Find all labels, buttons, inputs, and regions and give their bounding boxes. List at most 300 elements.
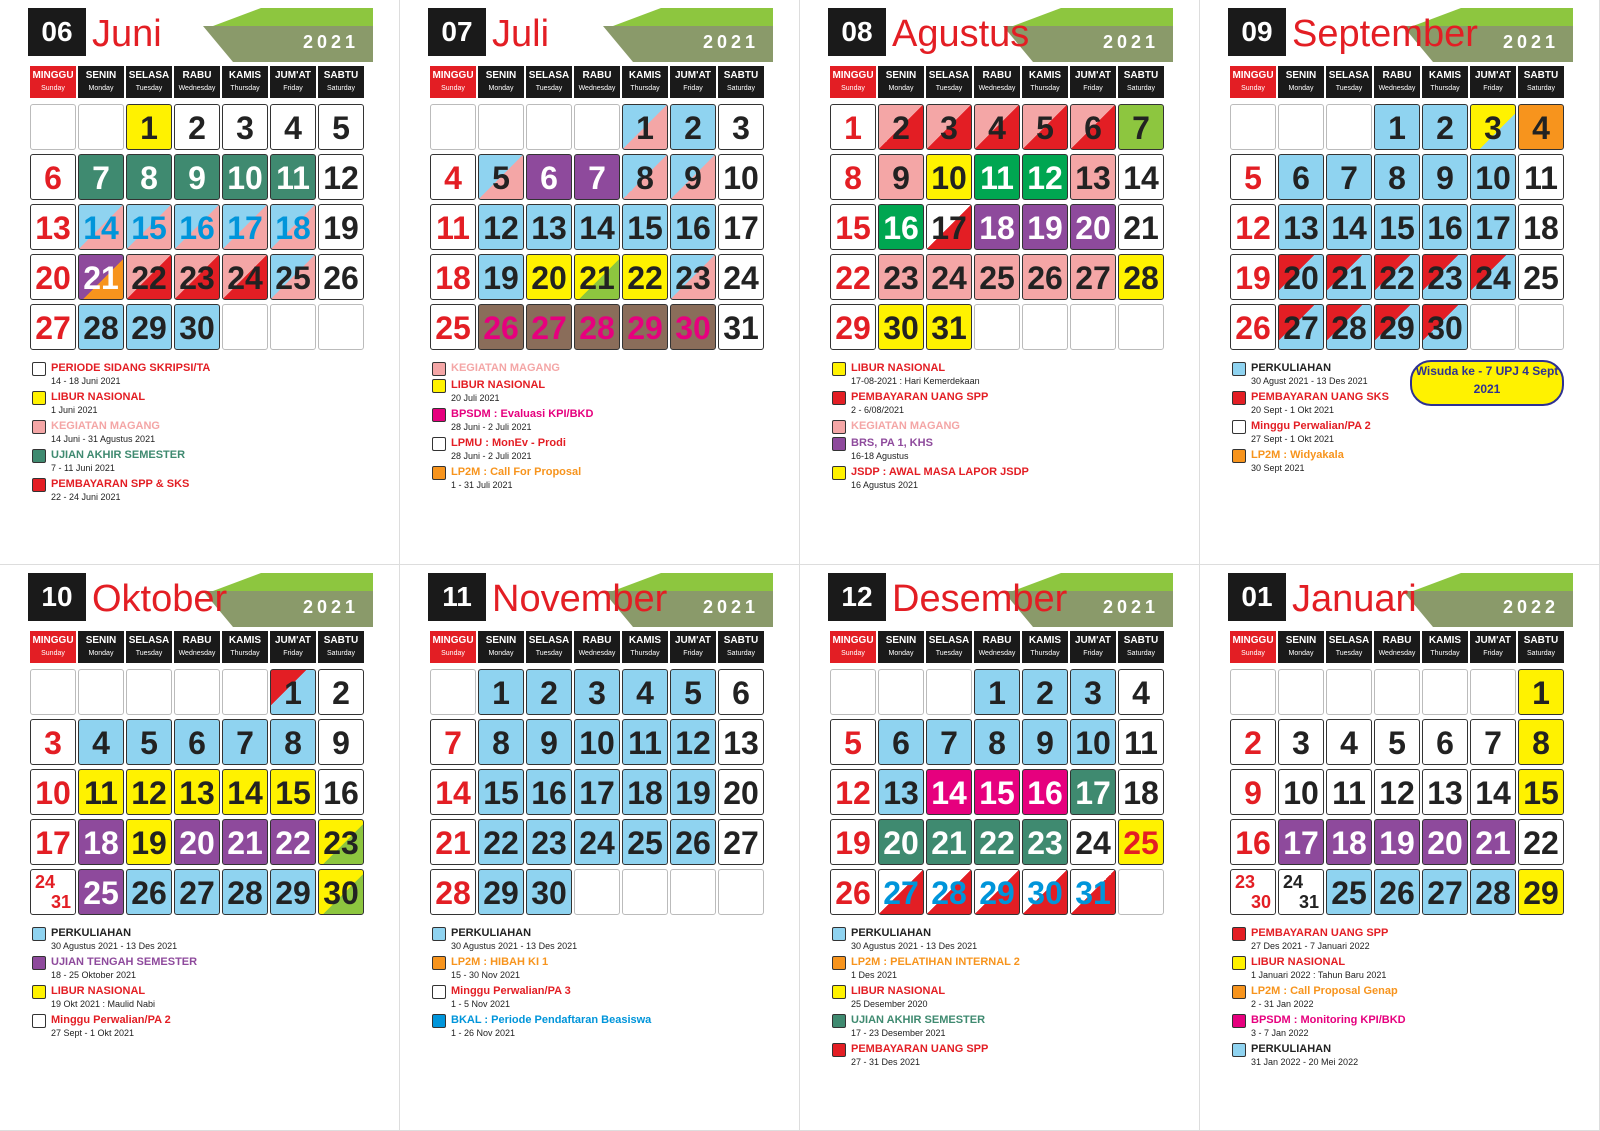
day-cell[interactable]: 5 (126, 719, 172, 765)
day-cell[interactable]: 26 (1374, 869, 1420, 915)
empty-day-cell (1470, 304, 1516, 350)
day-cell[interactable]: 15 (622, 204, 668, 250)
day-cell[interactable]: 12 (1374, 769, 1420, 815)
day-cell[interactable]: 6 (174, 719, 220, 765)
day-cell[interactable]: 16 (1422, 204, 1468, 250)
day-cell[interactable]: 31 (926, 304, 972, 350)
day-cell[interactable]: 28 (1326, 304, 1372, 350)
legend-text: BKAL : Periode Pendaftaran Beasiswa 1 - 26 Nov 2021 (451, 1014, 652, 1038)
day-cell[interactable]: 10 (926, 154, 972, 200)
day-cell[interactable]: 15 (478, 769, 524, 815)
day-cell[interactable]: 8 (1518, 719, 1564, 765)
day-cell[interactable]: 3 (574, 669, 620, 715)
day-cell[interactable]: 17 (926, 204, 972, 250)
legend-swatch (832, 927, 846, 941)
day-cell[interactable]: 11 (974, 154, 1020, 200)
day-cell[interactable]: 21 (222, 819, 268, 865)
legend-text: KEGIATAN MAGANG 14 Juni - 31 Agustus 2021 (51, 420, 160, 444)
day-cell[interactable]: 9 (878, 154, 924, 200)
day-cell[interactable]: 20 (718, 769, 764, 815)
day-cell[interactable]: 1 (1518, 669, 1564, 715)
weekday-english: Wednesday (578, 650, 616, 657)
day-cell[interactable]: 28 (78, 304, 124, 350)
legend-text: LPMU : MonEv - Prodi 28 Juni - 2 Juli 2021 (451, 437, 566, 461)
day-cell[interactable]: 21 (1326, 254, 1372, 300)
day-cell[interactable]: 5 (1022, 104, 1068, 150)
day-cell[interactable]: 21 (1470, 819, 1516, 865)
day-cell[interactable]: 28 (430, 869, 476, 915)
day-cell[interactable]: 14 (1118, 154, 1164, 200)
day-cell[interactable]: 8 (830, 154, 876, 200)
day-cell[interactable]: 20 (1278, 254, 1324, 300)
legend-item (832, 437, 1172, 463)
day-cell[interactable]: 23 (526, 819, 572, 865)
day-cell[interactable]: 26 (830, 869, 876, 915)
day-cell[interactable]: 23 30 (1230, 869, 1276, 915)
weekday-english: Monday (88, 85, 114, 92)
day-cell[interactable]: 26 (318, 254, 364, 300)
weekday-english: Tuesday (935, 650, 963, 657)
day-cell[interactable]: 23 (878, 254, 924, 300)
weekday-english: Tuesday (135, 650, 163, 657)
day-cell[interactable]: 1 (126, 104, 172, 150)
day-cell[interactable]: 29 (1374, 304, 1420, 350)
day-cell[interactable]: 17 (1070, 769, 1116, 815)
day-cell[interactable]: 10 (30, 769, 76, 815)
day-cell[interactable]: 13 (526, 204, 572, 250)
weekday-english: Friday (283, 85, 303, 92)
day-cell[interactable]: 30 (174, 304, 220, 350)
weekday-english: Saturday (1526, 650, 1556, 657)
empty-day-cell (478, 104, 524, 150)
day-cell[interactable]: 5 (830, 719, 876, 765)
month-header (1228, 8, 1573, 64)
day-cell[interactable]: 16 (174, 204, 220, 250)
day-cell[interactable]: 25 (1326, 869, 1372, 915)
day-cell[interactable]: 31 (718, 304, 764, 350)
day-cell[interactable]: 2 (1422, 104, 1468, 150)
legend-swatch (1232, 927, 1246, 941)
day-cell[interactable]: 12 (126, 769, 172, 815)
day-cell[interactable]: 13 (878, 769, 924, 815)
day-cell[interactable]: 22 (974, 819, 1020, 865)
weekday-english: Saturday (326, 650, 356, 657)
day-cell[interactable]: 1 (1374, 104, 1420, 150)
day-cell[interactable]: 3 (926, 104, 972, 150)
day-cell[interactable]: 26 (478, 304, 524, 350)
day-cell[interactable]: 7 (222, 719, 268, 765)
weekday-label: SENIN Monday (1278, 66, 1324, 98)
day-cell[interactable]: 11 (1518, 154, 1564, 200)
day-cell[interactable]: 27 (526, 304, 572, 350)
empty-day-cell (270, 304, 316, 350)
day-cell[interactable]: 11 (622, 719, 668, 765)
day-cell[interactable]: 6 (526, 154, 572, 200)
day-cell[interactable]: 16 (670, 204, 716, 250)
empty-day-cell (670, 869, 716, 915)
day-cell[interactable]: 5 (318, 104, 364, 150)
day-cell[interactable]: 11 (1118, 719, 1164, 765)
day-cell[interactable]: 20 (526, 254, 572, 300)
day-cell[interactable]: 28 (1118, 254, 1164, 300)
day-cell[interactable]: 2 (526, 669, 572, 715)
day-cell[interactable]: 18 (622, 769, 668, 815)
day-cell[interactable]: 20 (1070, 204, 1116, 250)
month-number: 12 (828, 573, 886, 621)
empty-day-cell (430, 104, 476, 150)
day-cell[interactable]: 21 (574, 254, 620, 300)
day-cell[interactable]: 10 (1278, 769, 1324, 815)
weekday-label: SENIN Monday (78, 631, 124, 663)
day-cell[interactable]: 15 (974, 769, 1020, 815)
legend-text: PERKULIAHAN 30 Agustus 2021 - 13 Des 2021 (51, 927, 178, 951)
day-cell[interactable]: 19 (670, 769, 716, 815)
legend-swatch (832, 956, 846, 970)
day-cell[interactable]: 24 (222, 254, 268, 300)
day-cell[interactable]: 8 (622, 154, 668, 200)
day-cell[interactable]: 1 (622, 104, 668, 150)
day-cell[interactable]: 16 (1022, 769, 1068, 815)
day-cell[interactable]: 18 (430, 254, 476, 300)
legend-item (832, 927, 1172, 953)
day-cell[interactable]: 19 (126, 819, 172, 865)
day-cell[interactable]: 6 (30, 154, 76, 200)
legend-swatch (32, 1014, 46, 1028)
day-cell[interactable]: 10 (222, 154, 268, 200)
day-cell[interactable]: 11 (1326, 769, 1372, 815)
day-cell[interactable]: 19 (318, 204, 364, 250)
day-cell[interactable]: 1 (270, 669, 316, 715)
day-cell[interactable]: 13 (1278, 204, 1324, 250)
day-cell[interactable]: 19 (830, 819, 876, 865)
day-cell[interactable]: 22 (478, 819, 524, 865)
day-cell[interactable]: 21 (1118, 204, 1164, 250)
day-cell[interactable]: 26 (1022, 254, 1068, 300)
day-cell[interactable]: 21 (78, 254, 124, 300)
day-cell[interactable]: 9 (1422, 154, 1468, 200)
day-cell[interactable]: 19 (478, 254, 524, 300)
day-cell[interactable]: 29 (478, 869, 524, 915)
day-cell[interactable]: 24 31 (1278, 869, 1324, 915)
day-cell[interactable]: 29 (1518, 869, 1564, 915)
day-cell[interactable]: 13 (1422, 769, 1468, 815)
weekday-label: KAMIS Thursday (1422, 66, 1468, 98)
day-cell[interactable]: 20 (878, 819, 924, 865)
day-cell[interactable]: 15 (126, 204, 172, 250)
day-cell[interactable]: 9 (1230, 769, 1276, 815)
day-cell[interactable]: 8 (1374, 154, 1420, 200)
day-cell[interactable]: 31 (1070, 869, 1116, 915)
day-cell[interactable]: 24 (1070, 819, 1116, 865)
day-cell[interactable]: 27 (1422, 869, 1468, 915)
legend-item (32, 927, 372, 953)
day-cell[interactable]: 3 (222, 104, 268, 150)
day-cell[interactable]: 29 (830, 304, 876, 350)
day-cell[interactable]: 2 (1022, 669, 1068, 715)
day-cell[interactable]: 6 (718, 669, 764, 715)
day-cell[interactable]: 14 (574, 204, 620, 250)
day-cell[interactable]: 24 (926, 254, 972, 300)
weekday-header (30, 66, 372, 98)
day-cell[interactable]: 14 (1326, 204, 1372, 250)
day-cell[interactable]: 1 (974, 669, 1020, 715)
day-cell[interactable]: 21 (430, 819, 476, 865)
day-cell[interactable]: 12 (478, 204, 524, 250)
day-cell[interactable]: 26 (1230, 304, 1276, 350)
day-cell[interactable]: 12 (1230, 204, 1276, 250)
day-cell[interactable]: 7 (926, 719, 972, 765)
day-cell[interactable]: 10 (574, 719, 620, 765)
day-cell[interactable]: 4 (1326, 719, 1372, 765)
legend-item (832, 985, 1172, 1011)
day-cell[interactable]: 11 (430, 204, 476, 250)
day-cell[interactable]: 23 (1022, 819, 1068, 865)
day-cell[interactable]: 22 (830, 254, 876, 300)
day-cell[interactable]: 8 (974, 719, 1020, 765)
weekday-header (830, 66, 1172, 98)
day-cell[interactable]: 5 (1374, 719, 1420, 765)
legend-text: PERKULIAHAN 30 Agustus 2021 - 13 Des 2021 (451, 927, 578, 951)
day-cell[interactable]: 6 (1422, 719, 1468, 765)
legend-item (432, 466, 772, 492)
day-cell[interactable]: 23 (318, 819, 364, 865)
day-cell[interactable]: 14 (1470, 769, 1516, 815)
day-cell[interactable]: 30 (878, 304, 924, 350)
day-cell[interactable]: 4 (974, 104, 1020, 150)
day-cell[interactable]: 29 (126, 304, 172, 350)
day-cell[interactable]: 27 (718, 819, 764, 865)
day-cell[interactable]: 7 (1118, 104, 1164, 150)
day-cell[interactable]: 16 (318, 769, 364, 815)
day-cell[interactable]: 29 (270, 869, 316, 915)
day-cell[interactable]: 5 (1230, 154, 1276, 200)
day-cell[interactable]: 7 (574, 154, 620, 200)
day-cell[interactable]: 7 (78, 154, 124, 200)
day-cell[interactable]: 4 (1118, 669, 1164, 715)
day-cell[interactable]: 2 (174, 104, 220, 150)
day-cell[interactable]: 9 (526, 719, 572, 765)
day-cell[interactable]: 27 (1278, 304, 1324, 350)
day-cell[interactable]: 22 (270, 819, 316, 865)
day-cell[interactable]: 5 (478, 154, 524, 200)
day-cell[interactable]: 13 (1070, 154, 1116, 200)
day-cell[interactable]: 8 (478, 719, 524, 765)
day-cell[interactable]: 25 (270, 254, 316, 300)
day-cell[interactable]: 25 (974, 254, 1020, 300)
day-cell[interactable]: 6 (878, 719, 924, 765)
day-cell[interactable]: 10 (1470, 154, 1516, 200)
day-cell[interactable]: 18 (1326, 819, 1372, 865)
day-cell[interactable]: 30 (526, 869, 572, 915)
month-name: November (492, 578, 668, 620)
day-cell[interactable]: 24 (718, 254, 764, 300)
day-cell[interactable]: 19 (1374, 819, 1420, 865)
month-header (828, 573, 1173, 629)
day-cell[interactable]: 9 (318, 719, 364, 765)
day-cell[interactable]: 14 (78, 204, 124, 250)
day-cell[interactable]: 8 (126, 154, 172, 200)
day-cell[interactable]: 26 (670, 819, 716, 865)
weekday-english: Wednesday (978, 85, 1016, 92)
day-cell[interactable]: 20 (174, 819, 220, 865)
day-cell[interactable]: 8 (270, 719, 316, 765)
day-cell[interactable]: 1 (478, 669, 524, 715)
day-cell[interactable]: 17 (222, 204, 268, 250)
day-cell[interactable]: 30 (318, 869, 364, 915)
legend-swatch (832, 437, 846, 451)
day-cell[interactable]: 27 (1070, 254, 1116, 300)
day-cell[interactable]: 22 (622, 254, 668, 300)
day-cell[interactable]: 29 (974, 869, 1020, 915)
day-cell[interactable]: 6 (1278, 154, 1324, 200)
day-cell[interactable]: 22 (1374, 254, 1420, 300)
day-cell[interactable]: 9 (1022, 719, 1068, 765)
day-cell[interactable]: 14 (926, 769, 972, 815)
day-cell[interactable]: 3 (30, 719, 76, 765)
day-cell[interactable]: 25 (430, 304, 476, 350)
day-cell[interactable]: 19 (1230, 254, 1276, 300)
wisuda-badge: Wisuda ke - 7 UPJ 4 Sept 2021 (1410, 360, 1564, 406)
day-cell[interactable]: 2 (318, 669, 364, 715)
day-cell[interactable]: 4 (430, 154, 476, 200)
day-cell[interactable]: 13 (174, 769, 220, 815)
weekday-english: Friday (1083, 650, 1103, 657)
day-cell[interactable]: 25 (1118, 819, 1164, 865)
day-cell[interactable]: 12 (830, 769, 876, 815)
day-cell[interactable]: 2 (878, 104, 924, 150)
day-cell[interactable]: 3 (1470, 104, 1516, 150)
legend-item (32, 956, 372, 982)
day-cell[interactable]: 30 (1422, 304, 1468, 350)
day-cell[interactable]: 26 (126, 869, 172, 915)
day-cell[interactable]: 14 (430, 769, 476, 815)
day-cell[interactable]: 11 (270, 154, 316, 200)
day-cell[interactable]: 25 (1518, 254, 1564, 300)
day-cell[interactable]: 15 (830, 204, 876, 250)
legend-swatch (832, 1043, 846, 1057)
day-cell[interactable]: 10 (718, 154, 764, 200)
day-cell[interactable]: 2 (670, 104, 716, 150)
day-cell[interactable]: 12 (318, 154, 364, 200)
day-cell[interactable]: 17 (30, 819, 76, 865)
day-cell[interactable]: 22 (126, 254, 172, 300)
day-cell[interactable]: 17 (718, 204, 764, 250)
day-cell[interactable]: 10 (1070, 719, 1116, 765)
day-cell[interactable]: 18 (1518, 204, 1564, 250)
legend-item (1232, 956, 1572, 982)
day-cell[interactable]: 5 (670, 669, 716, 715)
day-cell[interactable]: 30 (670, 304, 716, 350)
day-cell[interactable]: 23 (670, 254, 716, 300)
weekday-label: MINGGU Sunday (1230, 631, 1276, 663)
day-cell[interactable]: 7 (430, 719, 476, 765)
day-cell[interactable]: 28 (222, 869, 268, 915)
day-cell[interactable]: 7 (1470, 719, 1516, 765)
empty-day-cell (1118, 869, 1164, 915)
day-cell[interactable]: 25 (622, 819, 668, 865)
day-cell[interactable]: 13 (718, 719, 764, 765)
weekday-label: SELASA Tuesday (526, 66, 572, 98)
day-cell[interactable]: 11 (78, 769, 124, 815)
day-cell[interactable]: 28 (1470, 869, 1516, 915)
legend-item (1232, 1043, 1572, 1069)
day-cell[interactable]: 4 (1518, 104, 1564, 150)
legend-swatch (32, 956, 46, 970)
day-cell[interactable]: 17 (1470, 204, 1516, 250)
weekday-english: Saturday (1526, 85, 1556, 92)
weekday-header (1230, 66, 1572, 98)
legend-item (432, 362, 772, 376)
legend-item (432, 437, 772, 463)
day-cell[interactable]: 27 (878, 869, 924, 915)
day-cell[interactable]: 17 (1278, 819, 1324, 865)
day-cell[interactable]: 12 (670, 719, 716, 765)
legend-text: PEMBAYARAN UANG SPP 27 - 31 Des 2021 (851, 1043, 989, 1067)
day-cell[interactable]: 18 (1118, 769, 1164, 815)
weekday-label: SABTU Saturday (1518, 631, 1564, 663)
day-cell[interactable]: 13 (30, 204, 76, 250)
day-cell[interactable]: 20 (1422, 819, 1468, 865)
legend-swatch (32, 391, 46, 405)
day-cell[interactable]: 6 (1070, 104, 1116, 150)
day-cell[interactable]: 23 (174, 254, 220, 300)
day-cell[interactable]: 12 (1022, 154, 1068, 200)
day-cell[interactable]: 27 (174, 869, 220, 915)
day-cell[interactable]: 17 (574, 769, 620, 815)
day-cell[interactable]: 19 (1022, 204, 1068, 250)
weekday-label: RABU Wednesday (974, 66, 1020, 98)
day-cell[interactable]: 14 (222, 769, 268, 815)
day-cell[interactable]: 18 (270, 204, 316, 250)
day-cell[interactable]: 3 (1278, 719, 1324, 765)
day-cell[interactable]: 4 (622, 669, 668, 715)
day-cell[interactable]: 3 (1070, 669, 1116, 715)
day-cell[interactable]: 27 (30, 304, 76, 350)
weekday-english: Monday (88, 650, 114, 657)
day-cell[interactable]: 15 (1374, 204, 1420, 250)
day-cell[interactable]: 16 (526, 769, 572, 815)
day-cell[interactable]: 15 (1518, 769, 1564, 815)
day-cell[interactable]: 22 (1518, 819, 1564, 865)
day-cell[interactable]: 29 (622, 304, 668, 350)
day-cell[interactable]: 24 (574, 819, 620, 865)
day-cell[interactable]: 9 (174, 154, 220, 200)
day-cell[interactable]: 1 (830, 104, 876, 150)
day-cell[interactable]: 7 (1326, 154, 1372, 200)
day-cell[interactable]: 18 (974, 204, 1020, 250)
day-cell[interactable]: 24 (1470, 254, 1516, 300)
day-cell[interactable]: 16 (1230, 819, 1276, 865)
day-cell[interactable]: 9 (670, 154, 716, 200)
day-cell[interactable]: 24 31 (30, 869, 76, 915)
day-cell[interactable]: 4 (270, 104, 316, 150)
day-cell[interactable]: 3 (718, 104, 764, 150)
day-cell[interactable]: 28 (926, 869, 972, 915)
weekday-label: SELASA Tuesday (126, 66, 172, 98)
day-cell[interactable]: 23 (1422, 254, 1468, 300)
day-cell[interactable]: 15 (270, 769, 316, 815)
day-cell[interactable]: 4 (78, 719, 124, 765)
day-cell[interactable]: 2 (1230, 719, 1276, 765)
day-cell[interactable]: 16 (878, 204, 924, 250)
day-cell[interactable]: 18 (78, 819, 124, 865)
day-cell[interactable]: 25 (78, 869, 124, 915)
day-cell[interactable]: 30 (1022, 869, 1068, 915)
month-number: 06 (28, 8, 86, 56)
day-cell[interactable]: 20 (30, 254, 76, 300)
day-cell[interactable]: 28 (574, 304, 620, 350)
day-cell[interactable]: 21 (926, 819, 972, 865)
